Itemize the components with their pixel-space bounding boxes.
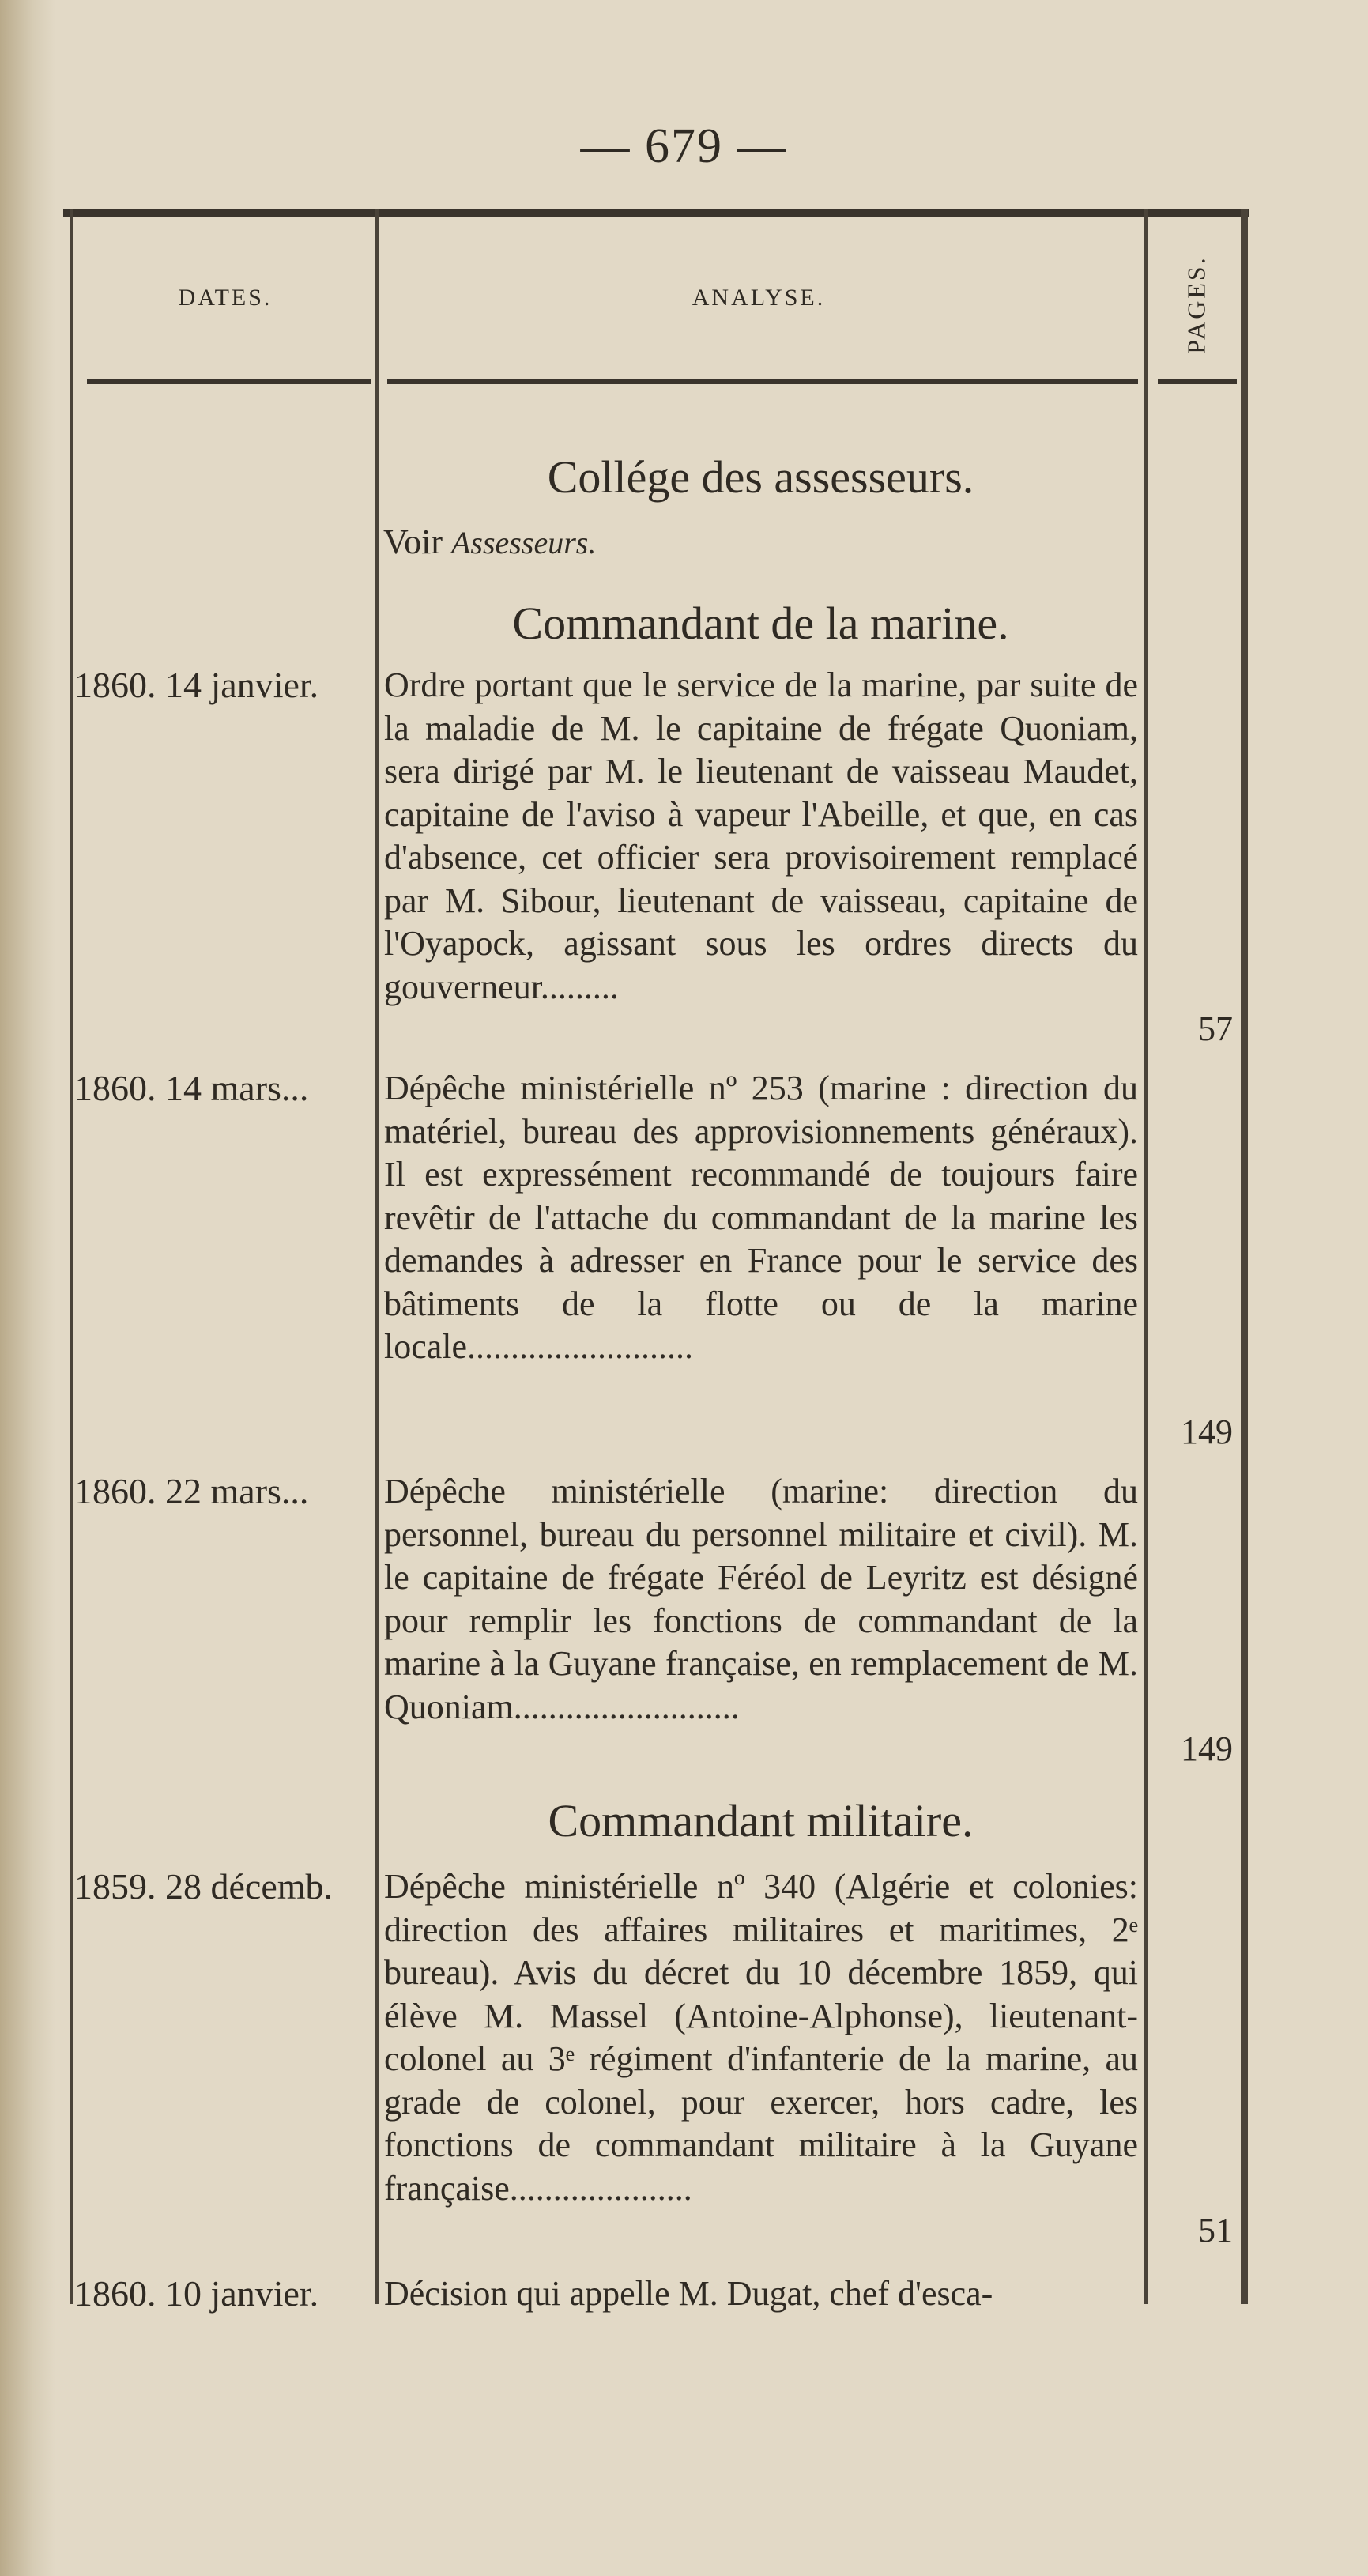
entry-date: 1860. 14 janvier. <box>74 665 319 705</box>
entry-analysis: Dépêche ministérielle nº 253 (marine : direction du matériel, bureau des approvisionnements généraux). Il est expressément recommandé de toujours faire revêtir de l'attache du commandant de la marine les demandes à adresser en France pour le service des bâtiments de la flotte ou de la marine locale.......................... <box>384 1069 1138 1366</box>
table-top-rule <box>63 209 1249 217</box>
entry-analysis: Ordre portant que le service de la marine, par suite de la maladie de M. le capitaine de frégate Quoniam, sera dirigé par M. le lieutenant de vaisseau Maudet, capitaine de l'aviso à vapeur l'Abeille, et que, en cas d'absence, cet officier sera provisoirement remplacé par M. Sibour, lieutenant de vaisseau, capitaine de l'Oyapock, agissant sous les ordres directs du gouverneur......... <box>384 666 1138 1006</box>
entry-page: 57 <box>1198 1009 1233 1048</box>
section-title: Commandant de la marine. <box>512 598 1009 649</box>
see-also-target: Assesseurs. <box>450 525 597 560</box>
section-title: Commandant militaire. <box>548 1795 974 1846</box>
see-also-reference <box>383 522 596 562</box>
entry-date: 1860. 10 janvier. <box>74 2273 319 2314</box>
index-table <box>63 209 1249 2314</box>
header-dates: DATES. <box>178 285 273 311</box>
entry-analysis: Décision qui appelle M. Dugat, chef d'esca- <box>384 2274 993 2313</box>
page-edge-shadow <box>0 0 55 2576</box>
header-rule <box>87 379 371 384</box>
entry-date: 1859. 28 décemb. <box>74 1866 334 1907</box>
column-divider <box>1241 209 1248 2304</box>
entry-analysis: Dépêche ministérielle (marine: direction du personnel, bureau du personnel militaire et civil). M. le capitaine de frégate Féréol de Leyritz est désigné pour remplir les fonctions de commandant de la marine à la Guyane française, en remplacement de M. Quoniam.......................... <box>384 1472 1138 1726</box>
see-also-prefix: Voir <box>383 522 451 561</box>
column-divider <box>1144 209 1148 2304</box>
header-rule <box>387 379 1138 384</box>
entry-date: 1860. 22 mars... <box>74 1471 309 1511</box>
entry-page: 149 <box>1181 1412 1233 1451</box>
entry-date: 1860. 14 mars... <box>74 1068 309 1108</box>
header-analyse: ANALYSE. <box>692 285 826 311</box>
section-title: Collége des assesseurs. <box>547 451 974 503</box>
page-number: — 679 — <box>580 119 788 173</box>
column-divider <box>70 209 73 2304</box>
entry-page: 51 <box>1198 2211 1233 2250</box>
entry-page: 149 <box>1181 1729 1233 1768</box>
header-pages <box>1154 225 1239 383</box>
header-pages-label: PAGES. <box>1181 255 1211 354</box>
entry-analysis: Dépêche ministérielle nº 340 (Algérie et colonies: direction des affaires militaires et maritimes, 2ᵉ bureau). Avis du décret du 10 décembre 1859, qui élève M. Massel (Antoine-Alphonse), lieutenant-colonel au 3ᵉ régiment d'infanterie de la marine, au grade de colonel, pour exercer, hors cadre, les fonctions de commandant militaire à la Guyane française..................... <box>384 1867 1138 2208</box>
header-rule <box>1158 379 1237 384</box>
